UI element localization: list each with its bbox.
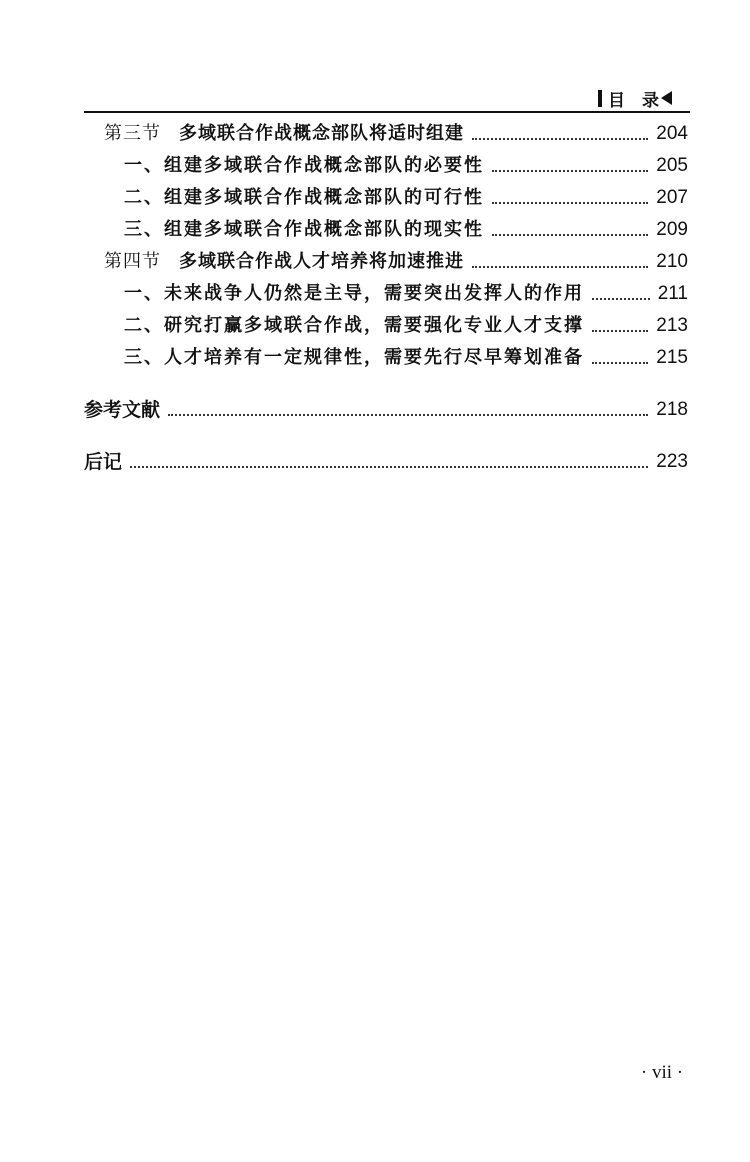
page-number: 205 <box>656 155 688 176</box>
page-number: 223 <box>656 451 688 472</box>
page-number: 207 <box>656 187 688 208</box>
section-number: 第三节 <box>104 123 161 143</box>
entry-label: 二、组建多域联合作战概念部队的可行性 <box>124 187 484 208</box>
toc-entry-4-3[interactable] <box>124 344 688 370</box>
entry-label: 一、组建多域联合作战概念部队的必要性 <box>124 155 484 176</box>
folio-page-number: · vii · <box>640 1062 684 1083</box>
leader-dots <box>592 330 648 332</box>
section-number: 第四节 <box>104 251 161 271</box>
toc-entry-references[interactable] <box>84 396 688 422</box>
entry-label: 参考文献 <box>84 399 161 421</box>
header-bar-mark <box>598 90 602 107</box>
running-header <box>598 86 688 110</box>
entry-label: 后记 <box>84 451 123 473</box>
section-title: 多域联合作战人才培养将加速推进 <box>179 251 464 272</box>
leader-dots <box>472 266 648 268</box>
section-title: 多域联合作战概念部队将适时组建 <box>179 123 464 144</box>
toc-entry-4-1[interactable] <box>124 280 688 306</box>
leader-dots <box>592 362 648 364</box>
entry-label: 三、人才培养有一定规律性，需要先行尽早筹划准备 <box>124 347 584 368</box>
page-number: 218 <box>656 399 688 420</box>
toc-entry-section-3[interactable] <box>104 120 688 146</box>
entry-label: 一、未来战争人仍然是主导，需要突出发挥人的作用 <box>124 283 584 304</box>
header-label: 目 录 <box>608 90 659 111</box>
page-number: 213 <box>656 315 688 336</box>
toc-entry-3-1[interactable] <box>124 152 688 178</box>
leader-dots <box>472 138 648 140</box>
header-triangle-icon <box>661 91 672 105</box>
leader-dots <box>592 298 650 300</box>
page-number: 210 <box>656 251 688 272</box>
page-number: 209 <box>656 219 688 240</box>
toc-entry-afterword[interactable] <box>84 448 688 474</box>
page-number: 211 <box>657 283 688 304</box>
leader-dots <box>492 170 648 172</box>
header-rule <box>84 111 690 113</box>
leader-dots <box>492 234 648 236</box>
leader-dots <box>130 466 648 468</box>
leader-dots <box>492 202 648 204</box>
page-number: 204 <box>656 123 688 144</box>
toc-entry-3-3[interactable] <box>124 216 688 242</box>
page-number: 215 <box>656 347 688 368</box>
leader-dots <box>168 414 648 416</box>
toc-entry-section-4[interactable] <box>104 248 688 274</box>
entry-label: 三、组建多域联合作战概念部队的现实性 <box>124 219 484 240</box>
toc-entry-4-2[interactable] <box>124 312 688 338</box>
entry-label: 二、研究打赢多域联合作战，需要强化专业人才支撑 <box>124 315 584 336</box>
toc-entry-3-2[interactable] <box>124 184 688 210</box>
